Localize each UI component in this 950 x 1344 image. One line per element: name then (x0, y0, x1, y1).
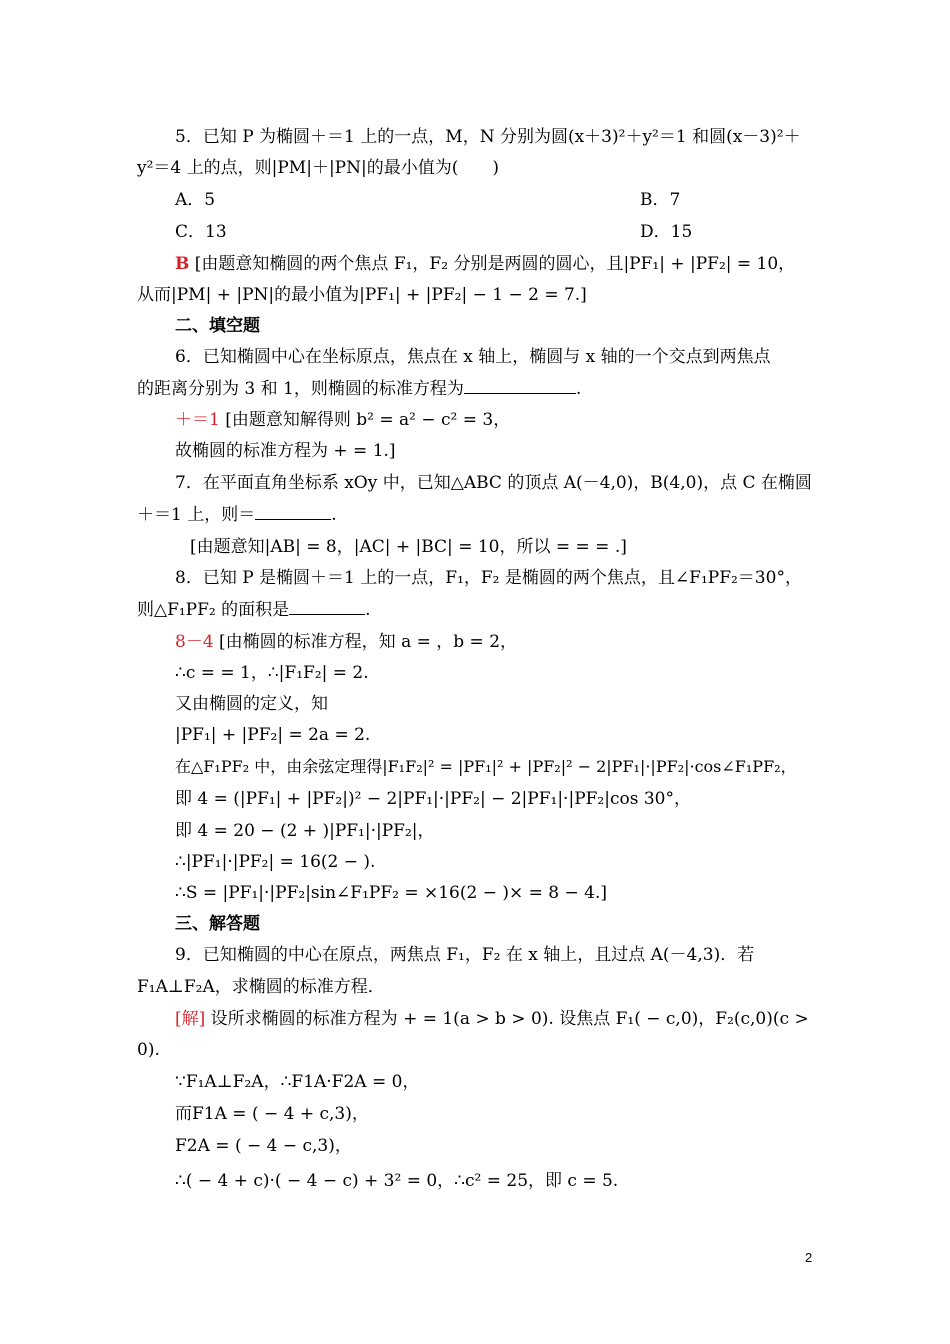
q9-solution-line3: ∵F₁A⊥F₂A，∴F1A·F2A = 0， (175, 1072, 420, 1092)
q8-solution-text: [由椭圆的标准方程，知 a = ，b = 2， (219, 632, 518, 652)
q8-solution-line2: ∴c = = 1，∴|F₁F₂| = 2. (175, 663, 369, 683)
q9-line1: 9．已知椭圆的中心在原点，两焦点 F₁，F₂ 在 x 轴上，且过点 A(－4,3)．若 (175, 945, 755, 965)
section-heading-fill-blank: 二、填空题 (175, 316, 260, 336)
q6-solution-line2: 故椭圆的标准方程为 + = 1.] (175, 441, 396, 461)
q6-solution-line1 (175, 409, 855, 431)
q8-solution-line1 (175, 631, 855, 653)
q6-answer: ＋＝1 (175, 410, 220, 430)
page-number: 2 (805, 1250, 813, 1265)
q6-line2 (137, 378, 817, 400)
option-c: C．13 (175, 222, 227, 242)
q5-solution-text: [由题意知椭圆的两个焦点 F₁，F₂ 分别是两圆的圆心，且|PF₁| + |PF₂| = 10， (194, 254, 796, 274)
q6-answer-blank (464, 379, 576, 394)
q8-solution-line6: 即 4 = (|PF₁| + |PF₂|)² − 2|PF₁|·|PF₂| − 2|PF₁|·|PF₂|cos 30°， (175, 789, 691, 809)
q8-line2-text: 则△F₁PF₂ 的面积是 (137, 600, 290, 620)
q7-line2 (137, 504, 817, 526)
q8-line1: 8．已知 P 是椭圆＋＝1 上的一点，F₁，F₂ 是椭圆的两个焦点，且∠F₁PF₂＝30°， (175, 568, 802, 588)
q7-solution: [由题意知|AB| = 8，|AC| + |BC| = 10，所以 = = = .] (190, 537, 627, 557)
q8-solution-line7: 即 4 = 20 − (2 + )|PF₁|·|PF₂|， (175, 821, 435, 841)
q5-options-row1 (175, 189, 855, 211)
q9-solution-tag: [解] (175, 1009, 206, 1029)
q5-line2: y²＝4 上的点，则|PM|＋|PN|的最小值为( ) (137, 158, 499, 178)
q7-line2-text: ＋＝1 上，则＝ (137, 505, 256, 525)
q5-solution-line1 (175, 253, 855, 275)
q9-solution-line6: ∴( − 4 + c)·( − 4 − c) + 3² = 0，∴c² = 25，即 c = 5. (175, 1171, 619, 1191)
section-heading-answer: 三、解答题 (175, 914, 260, 934)
q5-answer: B (175, 254, 190, 274)
q5-solution-line2: 从而|PM| + |PN|的最小值为|PF₁| + |PF₂| − 1 − 2 = 7.] (137, 285, 587, 305)
q9-line2: F₁A⊥F₂A，求椭圆的标准方程． (137, 977, 385, 997)
q9-solution-line1 (175, 1008, 855, 1030)
q8-answer: 8－4 (175, 632, 214, 652)
q7-line2-end: . (331, 505, 337, 525)
q8-solution-line3: 又由椭圆的定义，知 (175, 694, 328, 714)
q5-options-row2 (175, 221, 855, 243)
option-d: D．15 (640, 222, 693, 242)
q6-line2-end: . (575, 379, 582, 399)
q8-solution-line4: |PF₁| + |PF₂| = 2a = 2. (175, 725, 371, 745)
q6-solution-text: [由题意知解得则 b² = a² − c² = 3， (225, 410, 511, 430)
q7-line1: 7．在平面直角坐标系 xOy 中，已知△ABC 的顶点 A(－4,0)，B(4,0)，点 C 在椭圆 (175, 473, 812, 493)
q9-solution-line5: F2A = ( − 4 − c,3)， (175, 1136, 352, 1156)
q8-solution-line5: 在△F₁PF₂ 中，由余弦定理得|F₁F₂|² = |PF₁|² + |PF₂|² − 2|PF₁|·|PF₂|·cos∠F₁PF₂， (175, 757, 797, 776)
q9-solution-text: 设所求椭圆的标准方程为 + = 1(a > b > 0). 设焦点 F₁( − c,0)，F₂(c,0)(c > (210, 1009, 809, 1029)
option-b: B．7 (640, 190, 681, 210)
q9-solution-line4: 而F1A = ( − 4 + c,3)， (175, 1104, 369, 1124)
q6-line1: 6．已知椭圆中心在坐标原点，焦点在 x 轴上，椭圆与 x 轴的一个交点到两焦点 (175, 347, 771, 367)
option-a: A．5 (175, 190, 216, 210)
q7-answer-blank (255, 505, 331, 520)
q8-line2 (137, 599, 817, 621)
q8-solution-line8: ∴|PF₁|·|PF₂| = 16(2 − ). (175, 852, 376, 872)
q8-line2-end: . (365, 600, 371, 620)
q8-solution-line9: ∴S = |PF₁|·|PF₂|sin∠F₁PF₂ = ×16(2 − )× = 8 − 4.] (175, 883, 608, 903)
q9-solution-line2: 0). (137, 1040, 160, 1060)
q5-line1: 5．已知 P 为椭圆＋＝1 上的一点，M，N 分别为圆(x＋3)²＋y²＝1 和圆(x－3)²＋ (175, 127, 801, 147)
q6-line2-text: 的距离分别为 3 和 1，则椭圆的标准方程为 (137, 379, 464, 399)
q8-answer-blank (289, 600, 365, 615)
